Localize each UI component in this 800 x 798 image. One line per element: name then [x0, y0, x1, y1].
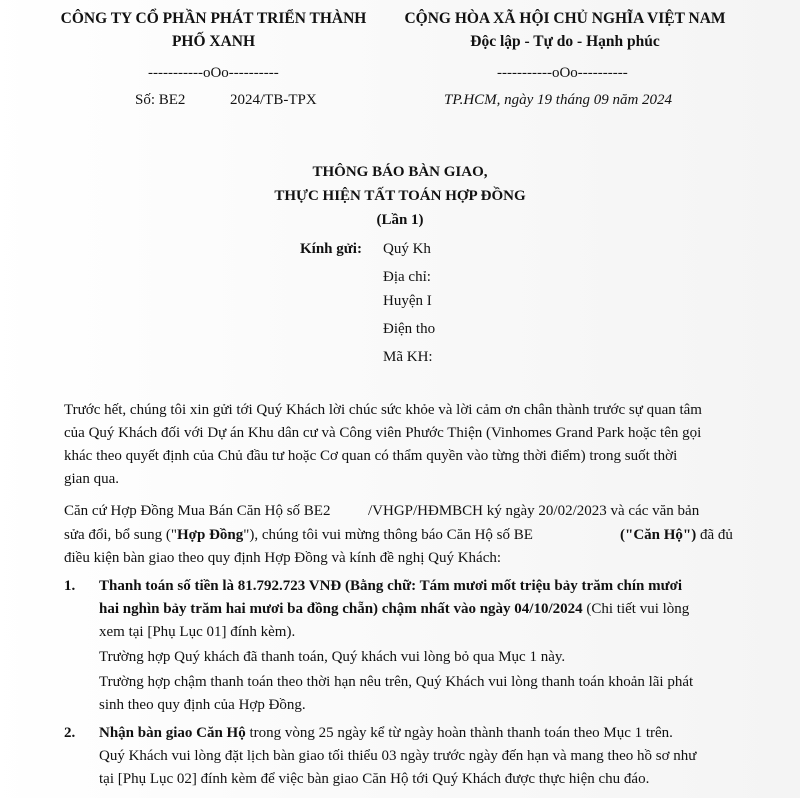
company-name-line1: CÔNG TY CỔ PHẦN PHÁT TRIỂN THÀNH [60, 10, 367, 27]
item-1-line1: Thanh toán số tiền là 81.792.723 VNĐ (Bằng chữ: Tám mươi mốt triệu bảy trăm chín mươi [99, 578, 683, 594]
item-2-line1 [99, 722, 739, 745]
contract-term: Hợp Đồng [177, 527, 244, 543]
republic-separator: -----------oOo---------- [497, 65, 628, 81]
company-separator: -----------oOo---------- [148, 65, 279, 81]
intro-paragraph [64, 399, 740, 491]
item-2-line3: tại [Phụ Lục 02] đính kèm để việc bàn giao Căn Hộ tới Quý Khách được thực hiện chu đáo. [99, 771, 650, 787]
apartment-term: ("Căn Hộ") [620, 527, 697, 543]
basis-line2-a: sửa đổi, bổ sung (" [64, 527, 177, 543]
company-name-line2: PHỐ XANH [171, 33, 256, 50]
basis-line1-b: /VHGP/HĐMBCH ký ngày 20/02/2023 và các văn bản [368, 503, 700, 519]
item-number: 1. [64, 578, 76, 594]
intro-line: Trước hết, chúng tôi xin gửi tới Quý Khách lời chúc sức khỏe và lời cảm ơn chân thành trước sự quan tâm [64, 402, 702, 418]
republic-header [390, 7, 740, 53]
basis-line2-c: đã đủ [696, 527, 733, 543]
recipient-name: Quý Kh [383, 241, 431, 257]
item-1-line2-rest: (Chi tiết vui lòng [582, 601, 690, 617]
recipient-phone: Điện tho [383, 321, 436, 337]
item-1-line5: Trường hợp chậm thanh toán theo thời hạn nêu trên, Quý Khách vui lòng thanh toán khoản lãi phát [99, 674, 694, 690]
recipient-address: Địa chỉ: [383, 269, 431, 285]
document-title-line2: THỰC HIỆN TẤT TOÁN HỢP ĐỒNG [274, 188, 526, 204]
recipient-customer-id: Mã KH: [383, 349, 433, 365]
item-2-line1-bold: Nhận bàn giao Căn Hộ [99, 725, 246, 741]
intro-line: gian qua. [64, 471, 119, 487]
item-2 [99, 722, 739, 791]
item-1-line2-bold: hai nghìn bảy trăm hai mươi ba đồng chẵn) chậm nhất vào ngày 04/10/2024 [99, 601, 583, 617]
item-1-line4: Trường hợp Quý khách đã thanh toán, Quý khách vui lòng bỏ qua Mục 1 này. [99, 649, 566, 665]
item-1-line3: xem tại [Phụ Lục 01] đính kèm). [99, 624, 296, 640]
item-1-line2 [99, 598, 739, 621]
republic-name: CỘNG HÒA XÃ HỘI CHỦ NGHĨA VIỆT NAM [404, 10, 726, 27]
basis-line2-end [620, 524, 733, 547]
item-2-line2: Quý Khách vui lòng đặt lịch bàn giao tối thiểu 03 ngày trước ngày đến hạn và mang theo hồ sơ như [99, 748, 697, 764]
document-title-line3: (Lần 1) [376, 212, 424, 228]
recipient-district: Huyện I [383, 293, 432, 309]
intro-line: của Quý Khách đối với Dự án Khu dân cư và Công viên Phước Thiện (Vinhomes Grand Park hoặc tên gọi [64, 425, 702, 441]
document-number-label: Số: BE2 [135, 92, 186, 108]
company-name [46, 7, 381, 53]
basis-line2 [64, 524, 533, 547]
basis-line2-b: "), chúng tôi vui mừng thông báo Căn Hộ số BE [243, 527, 533, 543]
item-2-line1-rest: trong vòng 25 ngày kể từ ngày hoàn thành thanh toán theo Mục 1 trên. [245, 725, 673, 741]
document-number-code: 2024/TB-TPX [230, 92, 317, 108]
item-number: 2. [64, 725, 76, 741]
document-title-line1: THÔNG BÁO BÀN GIAO, [312, 164, 488, 180]
republic-motto: Độc lập - Tự do - Hạnh phúc [470, 33, 660, 50]
item-1 [99, 575, 739, 717]
basis-line3: điều kiện bàn giao theo quy định Hợp Đồng và kính đề nghị Quý Khách: [64, 550, 502, 566]
intro-line: khác theo quyết định của Chủ đầu tư hoặc Cơ quan có thẩm quyền vào từng thời điểm) trong suốt thời [64, 448, 678, 464]
place-date: TP.HCM, ngày 19 tháng 09 năm 2024 [444, 92, 673, 108]
basis-line1-a: Căn cứ Hợp Đồng Mua Bán Căn Hộ số BE2 [64, 503, 331, 519]
recipient-label: Kính gửi: [300, 241, 362, 257]
item-1-line6: sinh theo quy định của Hợp Đồng. [99, 697, 306, 713]
